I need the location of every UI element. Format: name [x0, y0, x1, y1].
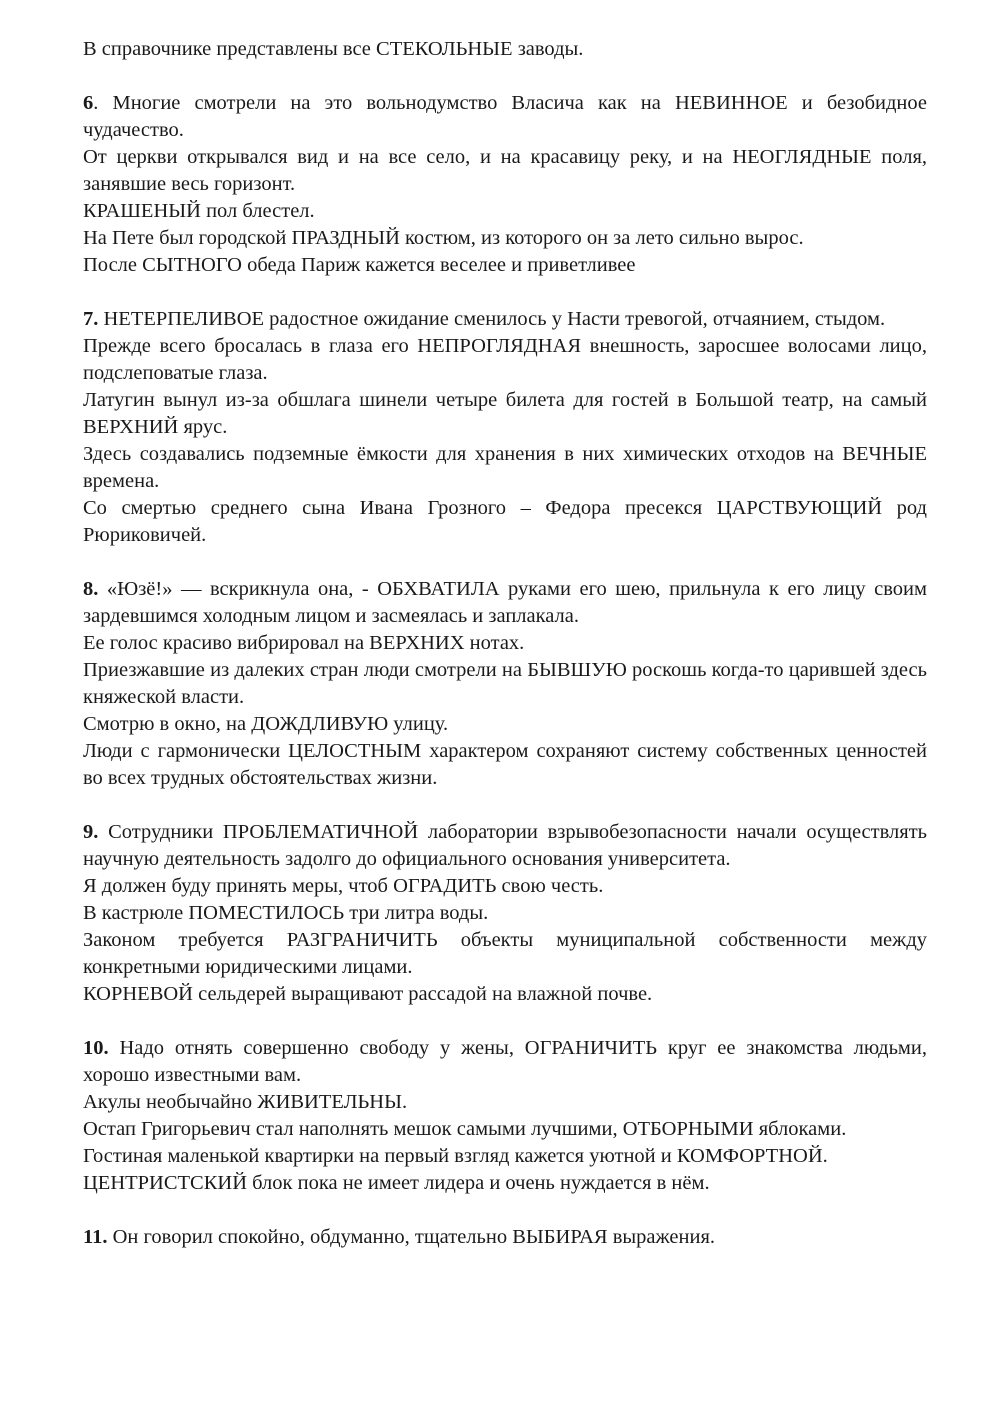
sentence: Люди с гармонически ЦЕЛОСТНЫМ характером сохраняют систему собственных ценностей во всех трудных обстоятельствах жизни.	[83, 740, 927, 789]
section-number: 7.	[83, 308, 99, 330]
section-9	[83, 819, 927, 1008]
section-number: 6	[83, 92, 94, 114]
section-10	[83, 1035, 927, 1197]
sentence: Здесь создавались подземные ёмкости для хранения в них химических отходов на ВЕЧНЫЕ времена.	[83, 443, 927, 492]
section-number: 8.	[83, 578, 99, 600]
sentence: Акулы необычайно ЖИВИТЕЛЬНЫ.	[83, 1091, 408, 1113]
sentence: На Пете был городской ПРАЗДНЫЙ костюм, из которого он за лето сильно вырос.	[83, 227, 804, 249]
section-6	[83, 90, 927, 279]
sentence: КРАШЕНЫЙ пол блестел.	[83, 200, 315, 222]
section-lead-text: Надо отнять совершенно свободу у жены, ОГРАНИЧИТЬ круг ее знакомства людьми, хорошо известными вам.	[83, 1037, 927, 1086]
sentence: Ее голос красиво вибрировал на ВЕРХНИХ нотах.	[83, 632, 525, 654]
section-number: 9.	[83, 821, 99, 843]
paragraph-gap	[83, 279, 927, 306]
sentence: От церкви открывался вид и на все село, и на красавицу реку, и на НЕОГЛЯДНЫЕ поля, занявшие весь горизонт.	[83, 146, 927, 195]
section-lead	[83, 576, 927, 630]
paragraph-gap	[83, 549, 927, 576]
section-lead-text: Сотрудники ПРОБЛЕМАТИЧНОЙ лаборатории взрывобезопасности начали осуществлять научную деятельность задолго до официального основания университета.	[83, 821, 927, 870]
sentence: Латугин вынул из-за обшлага шинели четыре билета для гостей в Большой театр, на самый ВЕРХНИЙ ярус.	[83, 389, 927, 438]
section-lead-text: НЕТЕРПЕЛИВОЕ радостное ожидание сменилось у Насти тревогой, отчаянием, стыдом.	[98, 308, 886, 330]
paragraph-gap	[83, 63, 927, 90]
sentence: Прежде всего бросалась в глаза его НЕПРОГЛЯДНАЯ внешность, заросшее волосами лицо, подслеповатые глаза.	[83, 335, 927, 384]
sentence: После СЫТНОГО обеда Париж кажется веселее и приветливее	[83, 254, 636, 276]
sentence: ЦЕНТРИСТСКИЙ блок пока не имеет лидера и очень нуждается в нём.	[83, 1172, 710, 1194]
section-lead	[83, 1035, 927, 1089]
section-11	[83, 1224, 927, 1251]
document-page	[83, 36, 927, 1251]
sentence: В кастрюле ПОМЕСТИЛОСЬ три литра воды.	[83, 902, 489, 924]
paragraph-gap	[83, 1197, 927, 1224]
sentence: Приезжавшие из далеких стран люди смотрели на БЫВШУЮ роскошь когда-то царившей здесь княжеской власти.	[83, 659, 927, 708]
sentence: Гостиная маленькой квартирки на первый взгляд кажется уютной и КОМФОРТНОЙ.	[83, 1145, 828, 1167]
section-lead-text: . Многие смотрели на это вольнодумство Власича как на НЕВИННОЕ и безобидное чудачество.	[83, 92, 927, 141]
section-lead	[83, 90, 927, 144]
intro-sentence: В справочнике представлены все СТЕКОЛЬНЫЕ заводы.	[83, 38, 584, 60]
sentence: Законом требуется РАЗГРАНИЧИТЬ объекты муниципальной собственности между конкретными юридическими лицами.	[83, 929, 927, 978]
section-lead-text: Он говорил спокойно, обдуманно, тщательно ВЫБИРАЯ выражения.	[107, 1226, 716, 1248]
sentence: Со смертью среднего сына Ивана Грозного – Федора пресекся ЦАРСТВУЮЩИЙ род Рюриковичей.	[83, 497, 927, 546]
paragraph-gap	[83, 792, 927, 819]
sentence: Остап Григорьевич стал наполнять мешок самыми лучшими, ОТБОРНЫМИ яблоками.	[83, 1118, 847, 1140]
sentence: Я должен буду принять меры, чтоб ОГРАДИТЬ свою честь.	[83, 875, 604, 897]
paragraph-gap	[83, 1008, 927, 1035]
sentence: Смотрю в окно, на ДОЖДЛИВУЮ улицу.	[83, 713, 449, 735]
section-lead	[83, 819, 927, 873]
section-number: 10.	[83, 1037, 109, 1059]
section-lead	[83, 1224, 927, 1251]
section-7	[83, 306, 927, 549]
section-8	[83, 576, 927, 792]
section-lead-text: «Юзё!» — вскрикнула она, - ОБХВАТИЛА руками его шею, прильнула к его лицу своим зардевшимся холодным лицом и засмеялась и заплакала.	[83, 578, 927, 627]
sentence: КОРНЕВОЙ сельдерей выращивают рассадой на влажной почве.	[83, 983, 653, 1005]
section-number: 11.	[83, 1226, 108, 1248]
section-lead	[83, 306, 927, 333]
